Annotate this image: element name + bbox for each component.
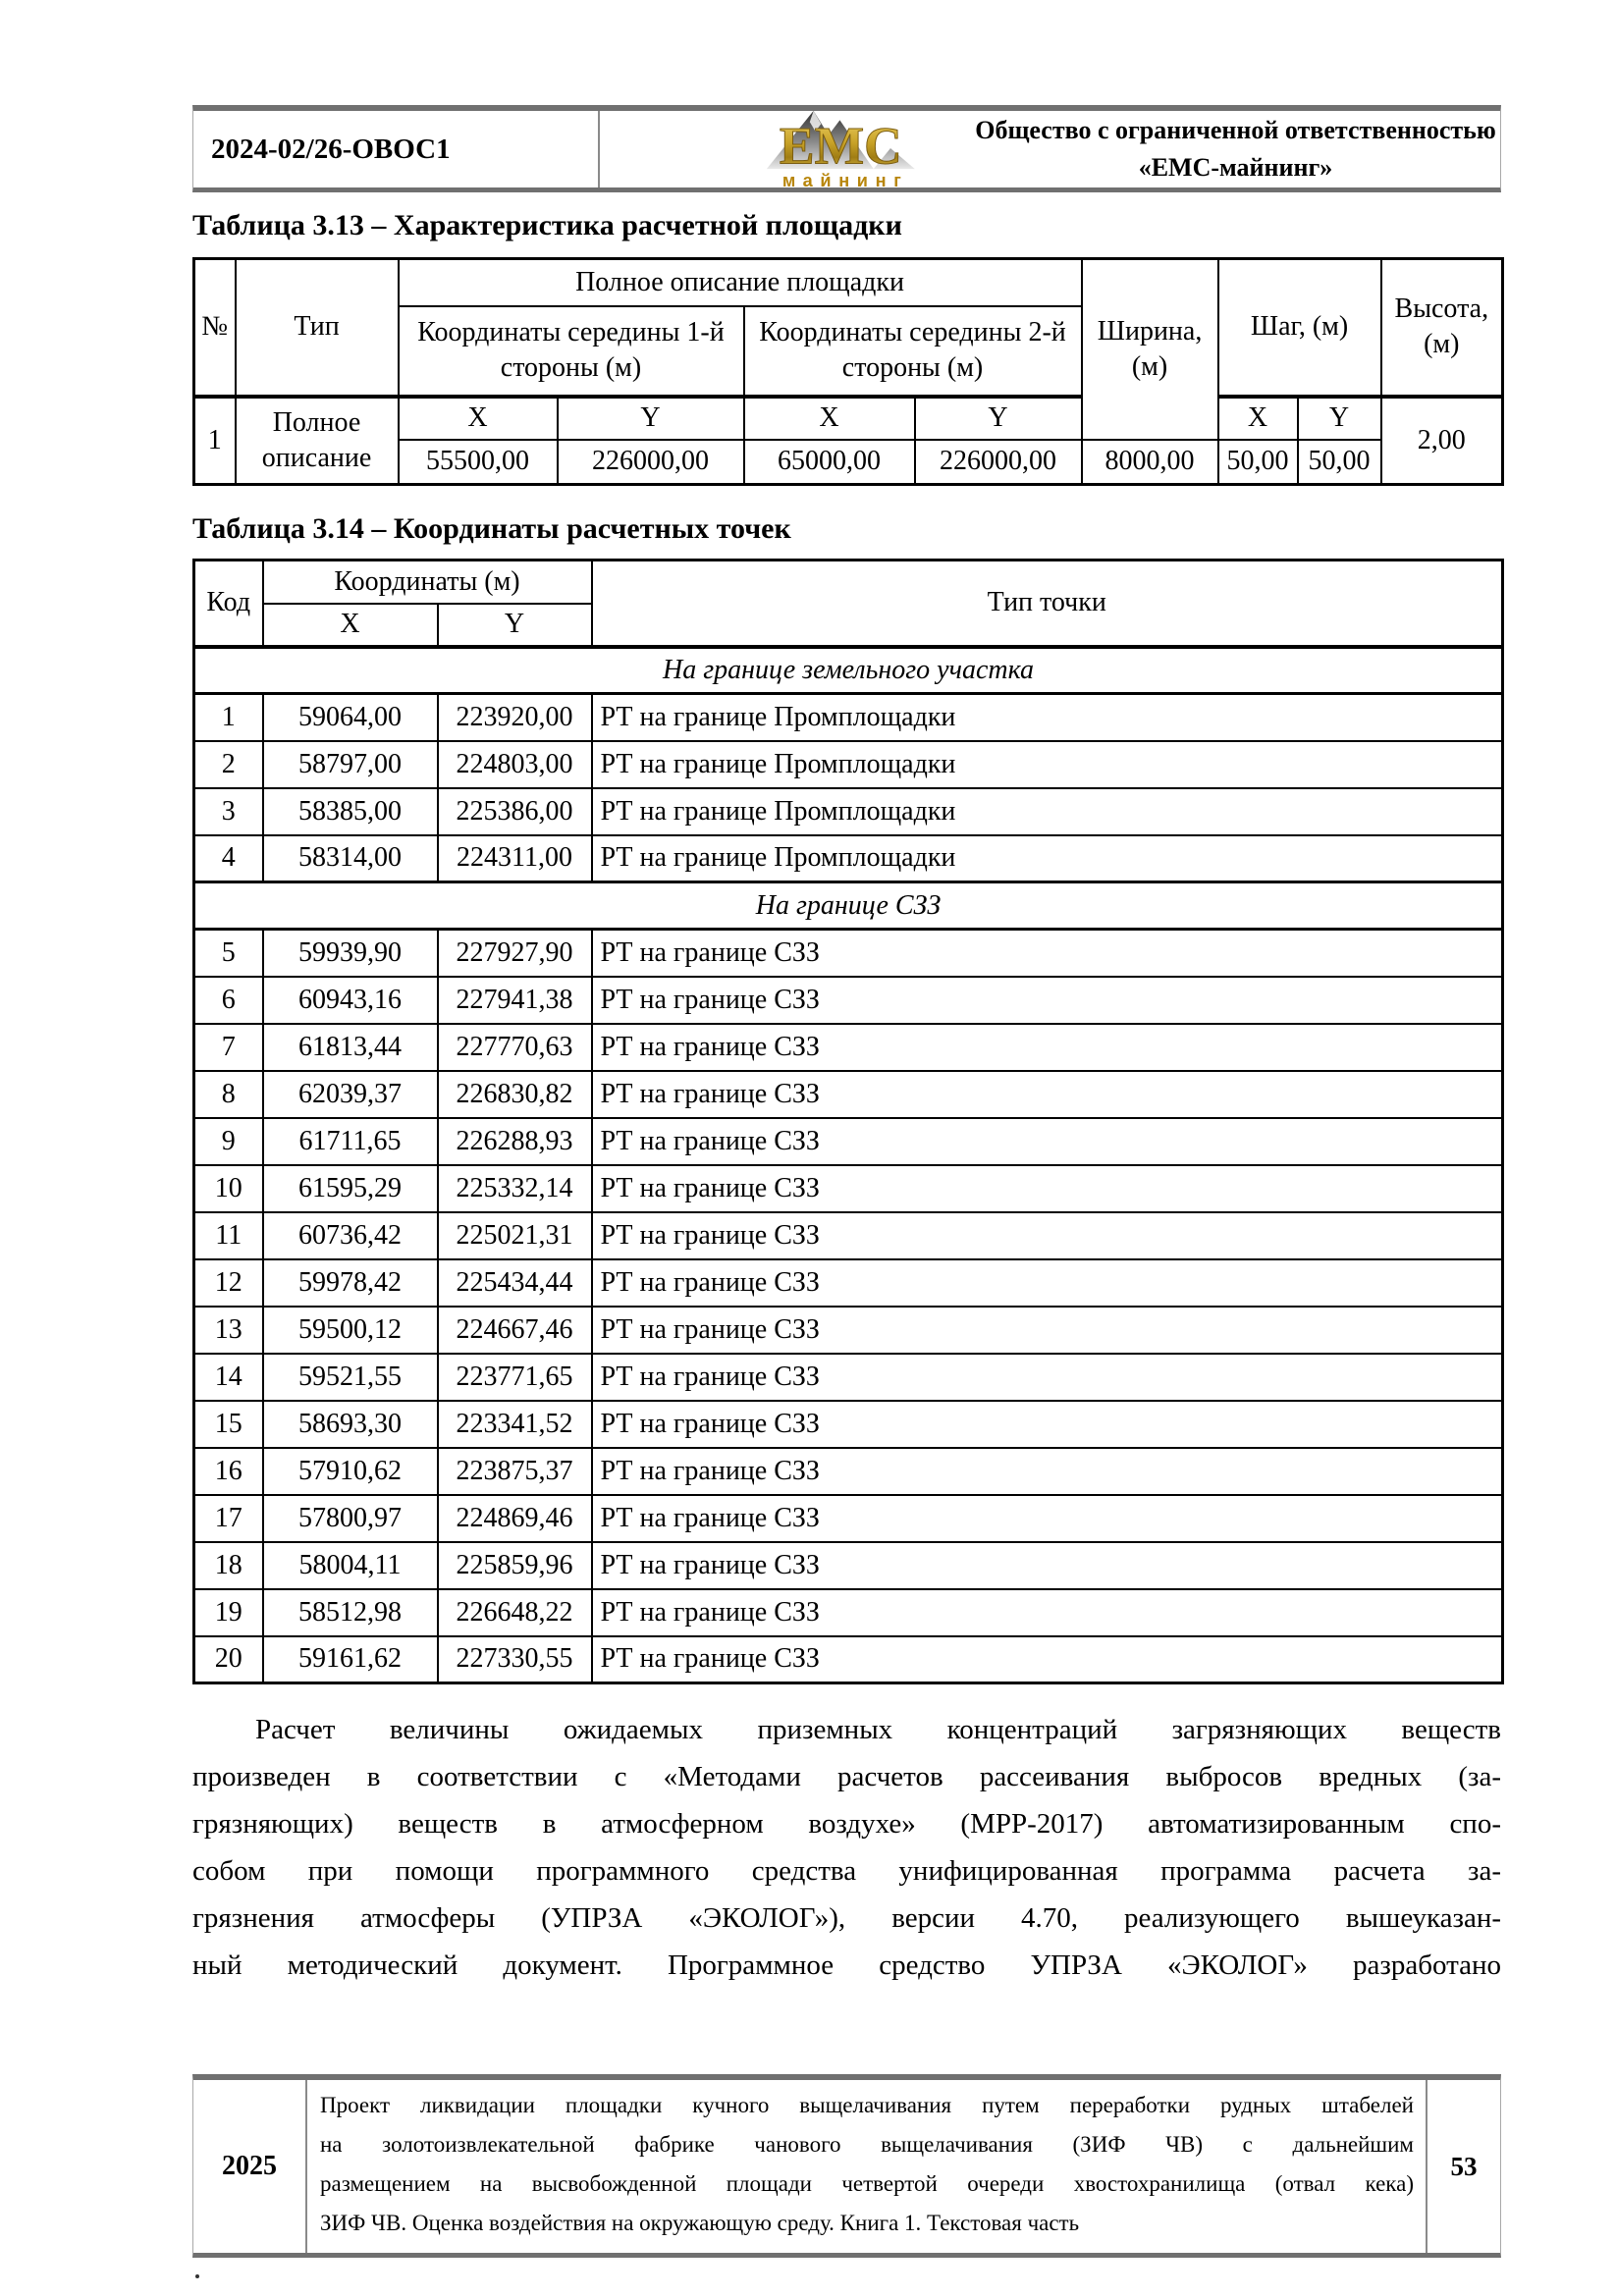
header-height: Высота, (м) bbox=[1381, 259, 1503, 397]
cell-y: 227330,55 bbox=[438, 1636, 592, 1683]
table-row bbox=[194, 977, 1503, 1024]
cell-type: РТ на границе СЗЗ bbox=[592, 1165, 1503, 1212]
paragraph-line: грязнения атмосферы (УПРЗА «ЭКОЛОГ»), версии 4.70, реализующего вышеуказан- bbox=[192, 1902, 1501, 1934]
cell-y: 225859,96 bbox=[438, 1542, 592, 1589]
cell-type: РТ на границе СЗЗ bbox=[592, 1212, 1503, 1259]
cell-y: 227927,90 bbox=[438, 930, 592, 977]
cell-type: РТ на границе СЗЗ bbox=[592, 1448, 1503, 1495]
table-row bbox=[194, 1589, 1503, 1636]
table-row bbox=[194, 1165, 1503, 1212]
cell-type: РТ на границе СЗЗ bbox=[592, 1118, 1503, 1165]
cell-x: 62039,37 bbox=[263, 1071, 438, 1118]
table-row bbox=[194, 1307, 1503, 1354]
cell-y: 227941,38 bbox=[438, 977, 592, 1024]
cell-x: 59161,62 bbox=[263, 1636, 438, 1683]
cell-x: 57910,62 bbox=[263, 1448, 438, 1495]
paragraph-line: ный методический документ. Программное средство УПРЗА «ЭКОЛОГ» разработано bbox=[192, 1949, 1501, 1981]
table-row bbox=[194, 1118, 1503, 1165]
company-name bbox=[971, 112, 1500, 187]
cell-x: 61813,44 bbox=[263, 1024, 438, 1071]
header-x2: X bbox=[744, 397, 915, 440]
running-header bbox=[192, 105, 1501, 192]
body-paragraph bbox=[192, 1706, 1501, 1989]
cell-height: 2,00 bbox=[1381, 397, 1503, 485]
cell-code: 14 bbox=[194, 1354, 263, 1401]
company-name-line2: «ЕМС-майнинг» bbox=[1138, 153, 1333, 182]
table-314 bbox=[192, 559, 1504, 1684]
mountain-logo-icon bbox=[726, 107, 971, 191]
cell-x: 59064,00 bbox=[263, 694, 438, 741]
table-row bbox=[194, 741, 1503, 788]
table-row bbox=[194, 1448, 1503, 1495]
table-row bbox=[194, 788, 1503, 835]
cell-x: 61595,29 bbox=[263, 1165, 438, 1212]
cell-code: 17 bbox=[194, 1495, 263, 1542]
cell-y: 226288,93 bbox=[438, 1118, 592, 1165]
cell-y: 224667,46 bbox=[438, 1307, 592, 1354]
cell-x: 58797,00 bbox=[263, 741, 438, 788]
cell-x: 58004,11 bbox=[263, 1542, 438, 1589]
cell-type: РТ на границе Промплощадки bbox=[592, 741, 1503, 788]
page-content bbox=[192, 0, 1501, 1989]
cell-y: 224311,00 bbox=[438, 835, 592, 882]
header-y: Y bbox=[438, 604, 592, 647]
cell-y1: 226000,00 bbox=[558, 440, 744, 485]
footer-project-description bbox=[307, 2080, 1426, 2253]
cell-code: 5 bbox=[194, 930, 263, 977]
footer-line: ЗИФ ЧВ. Оценка воздействия на окружающую среду. Книга 1. Текстовая часть bbox=[320, 2211, 1080, 2235]
cell-type: РТ на границе СЗЗ bbox=[592, 1589, 1503, 1636]
cell-code: 2 bbox=[194, 741, 263, 788]
cell-x: 58385,00 bbox=[263, 788, 438, 835]
header-step: Шаг, (м) bbox=[1218, 259, 1381, 397]
cell-x: 59978,42 bbox=[263, 1259, 438, 1307]
cell-code: 11 bbox=[194, 1212, 263, 1259]
cell-y: 223875,37 bbox=[438, 1448, 592, 1495]
doc-number: 2024-02/26-ОВОС1 bbox=[193, 111, 600, 187]
footer-line: на золотоизвлекательной фабрике чанового выщелачивания (ЗИФ ЧВ) с дальнейшим bbox=[320, 2132, 1414, 2157]
cell-y: 224803,00 bbox=[438, 741, 592, 788]
header-x: X bbox=[263, 604, 438, 647]
cell-type: РТ на границе СЗЗ bbox=[592, 1024, 1503, 1071]
section-title: На границе СЗЗ bbox=[194, 882, 1503, 930]
table-row bbox=[194, 1542, 1503, 1589]
table-row bbox=[194, 835, 1503, 882]
cell-x: 61711,65 bbox=[263, 1118, 438, 1165]
cell-num: 1 bbox=[194, 397, 236, 485]
cell-step-y: 50,00 bbox=[1298, 440, 1381, 485]
table-314-title: Таблица 3.14 – Координаты расчетных точек bbox=[192, 512, 791, 545]
cell-type: Полное описание bbox=[236, 397, 399, 485]
cell-type: РТ на границе СЗЗ bbox=[592, 977, 1503, 1024]
cell-y: 226830,82 bbox=[438, 1071, 592, 1118]
cell-x: 59939,90 bbox=[263, 930, 438, 977]
cell-code: 15 bbox=[194, 1401, 263, 1448]
logo-acronym: ЕМС bbox=[779, 116, 902, 176]
table-313 bbox=[192, 257, 1504, 486]
cell-x: 59500,12 bbox=[263, 1307, 438, 1354]
cell-y: 226648,22 bbox=[438, 1589, 592, 1636]
cell-code: 18 bbox=[194, 1542, 263, 1589]
cell-y: 225021,31 bbox=[438, 1212, 592, 1259]
table-row bbox=[194, 1636, 1503, 1683]
section-title: На границе земельного участка bbox=[194, 647, 1503, 694]
header-x1: X bbox=[399, 397, 558, 440]
cell-code: 20 bbox=[194, 1636, 263, 1683]
cell-code: 13 bbox=[194, 1307, 263, 1354]
header-coords-side1: Координаты середины 1-й стороны (м) bbox=[399, 306, 744, 397]
cell-code: 10 bbox=[194, 1165, 263, 1212]
cell-code: 4 bbox=[194, 835, 263, 882]
header-code: Код bbox=[194, 561, 263, 647]
paragraph-line: собом при помощи программного средства унифицированная программа расчета за- bbox=[192, 1855, 1501, 1887]
cell-type: РТ на границе СЗЗ bbox=[592, 930, 1503, 977]
cell-step-x: 50,00 bbox=[1218, 440, 1298, 485]
header-coords: Координаты (м) bbox=[263, 561, 592, 604]
cell-code: 6 bbox=[194, 977, 263, 1024]
cell-type: РТ на границе Промплощадки bbox=[592, 694, 1503, 741]
cell-y2: 226000,00 bbox=[915, 440, 1082, 485]
cell-y: 225434,44 bbox=[438, 1259, 592, 1307]
paragraph-line: произведен в соответствии с «Методами расчетов рассеивания выбросов вредных (за- bbox=[192, 1761, 1501, 1792]
cell-x: 59521,55 bbox=[263, 1354, 438, 1401]
header-step-x: X bbox=[1218, 397, 1298, 440]
cell-code: 7 bbox=[194, 1024, 263, 1071]
company-logo bbox=[726, 107, 971, 191]
section-row bbox=[194, 882, 1503, 930]
cell-code: 12 bbox=[194, 1259, 263, 1307]
cell-type: РТ на границе СЗЗ bbox=[592, 1495, 1503, 1542]
stray-mark bbox=[195, 2274, 199, 2278]
cell-y: 227770,63 bbox=[438, 1024, 592, 1071]
cell-y: 223771,65 bbox=[438, 1354, 592, 1401]
cell-y: 224869,46 bbox=[438, 1495, 592, 1542]
header-point-type: Тип точки bbox=[592, 561, 1503, 647]
cell-type: РТ на границе Промплощадки bbox=[592, 835, 1503, 882]
cell-x: 60943,16 bbox=[263, 977, 438, 1024]
cell-type: РТ на границе СЗЗ bbox=[592, 1542, 1503, 1589]
cell-type: РТ на границе СЗЗ bbox=[592, 1307, 1503, 1354]
logo-subtitle: майнинг bbox=[781, 171, 909, 191]
header-type: Тип bbox=[236, 259, 399, 397]
footer-line: Проект ликвидации площадки кучного выщелачивания путем переработки рудных штабелей bbox=[320, 2093, 1414, 2117]
header-step-y: Y bbox=[1298, 397, 1381, 440]
cell-code: 3 bbox=[194, 788, 263, 835]
cell-x: 60736,42 bbox=[263, 1212, 438, 1259]
cell-x: 58512,98 bbox=[263, 1589, 438, 1636]
cell-x1: 55500,00 bbox=[399, 440, 558, 485]
cell-type: РТ на границе СЗЗ bbox=[592, 1071, 1503, 1118]
cell-code: 16 bbox=[194, 1448, 263, 1495]
cell-y: 223920,00 bbox=[438, 694, 592, 741]
table-row bbox=[194, 1401, 1503, 1448]
cell-type: РТ на границе СЗЗ bbox=[592, 1636, 1503, 1683]
table-row bbox=[194, 1259, 1503, 1307]
header-y1: Y bbox=[558, 397, 744, 440]
header-num: № bbox=[194, 259, 236, 397]
table-row bbox=[194, 1354, 1503, 1401]
header-y2: Y bbox=[915, 397, 1082, 440]
paragraph-line: Расчет величины ожидаемых приземных концентраций загрязняющих веществ bbox=[255, 1714, 1501, 1745]
company-name-line1: Общество с ограниченной ответственностью bbox=[975, 116, 1496, 144]
cell-width: 8000,00 bbox=[1082, 440, 1218, 485]
cell-type: РТ на границе СЗЗ bbox=[592, 1354, 1503, 1401]
page-number: 53 bbox=[1426, 2080, 1500, 2253]
cell-x: 57800,97 bbox=[263, 1495, 438, 1542]
cell-code: 1 bbox=[194, 694, 263, 741]
header-width: Ширина, (м) bbox=[1082, 259, 1218, 440]
cell-y: 223341,52 bbox=[438, 1401, 592, 1448]
cell-type: РТ на границе СЗЗ bbox=[592, 1259, 1503, 1307]
cell-y: 225386,00 bbox=[438, 788, 592, 835]
cell-x: 58693,30 bbox=[263, 1401, 438, 1448]
section-row bbox=[194, 647, 1503, 694]
table-row bbox=[194, 1212, 1503, 1259]
cell-code: 9 bbox=[194, 1118, 263, 1165]
footer-year: 2025 bbox=[193, 2080, 307, 2253]
running-footer bbox=[192, 2074, 1501, 2258]
table-row bbox=[194, 1495, 1503, 1542]
footer-line: размещением на высвобожденной площади четвертой очереди хвостохранилища (отвал кека) bbox=[320, 2171, 1414, 2196]
table-row bbox=[194, 1071, 1503, 1118]
header-coords-side2: Координаты середины 2-й стороны (м) bbox=[744, 306, 1082, 397]
cell-type: РТ на границе СЗЗ bbox=[592, 1401, 1503, 1448]
table-row bbox=[194, 694, 1503, 741]
cell-type: РТ на границе Промплощадки bbox=[592, 788, 1503, 835]
header-full-desc: Полное описание площадки bbox=[399, 259, 1082, 306]
table-313-title: Таблица 3.13 – Характеристика расчетной площадки bbox=[192, 209, 902, 241]
cell-y: 225332,14 bbox=[438, 1165, 592, 1212]
table-row bbox=[194, 1024, 1503, 1071]
table-row bbox=[194, 930, 1503, 977]
cell-x: 58314,00 bbox=[263, 835, 438, 882]
cell-x2: 65000,00 bbox=[744, 440, 915, 485]
table-314-body bbox=[194, 561, 1503, 1683]
cell-code: 19 bbox=[194, 1589, 263, 1636]
header-right bbox=[600, 111, 1500, 191]
cell-code: 8 bbox=[194, 1071, 263, 1118]
paragraph-line: грязняющих) веществ в атмосферном воздухе» (МРР-2017) автоматизированным спо- bbox=[192, 1808, 1501, 1840]
